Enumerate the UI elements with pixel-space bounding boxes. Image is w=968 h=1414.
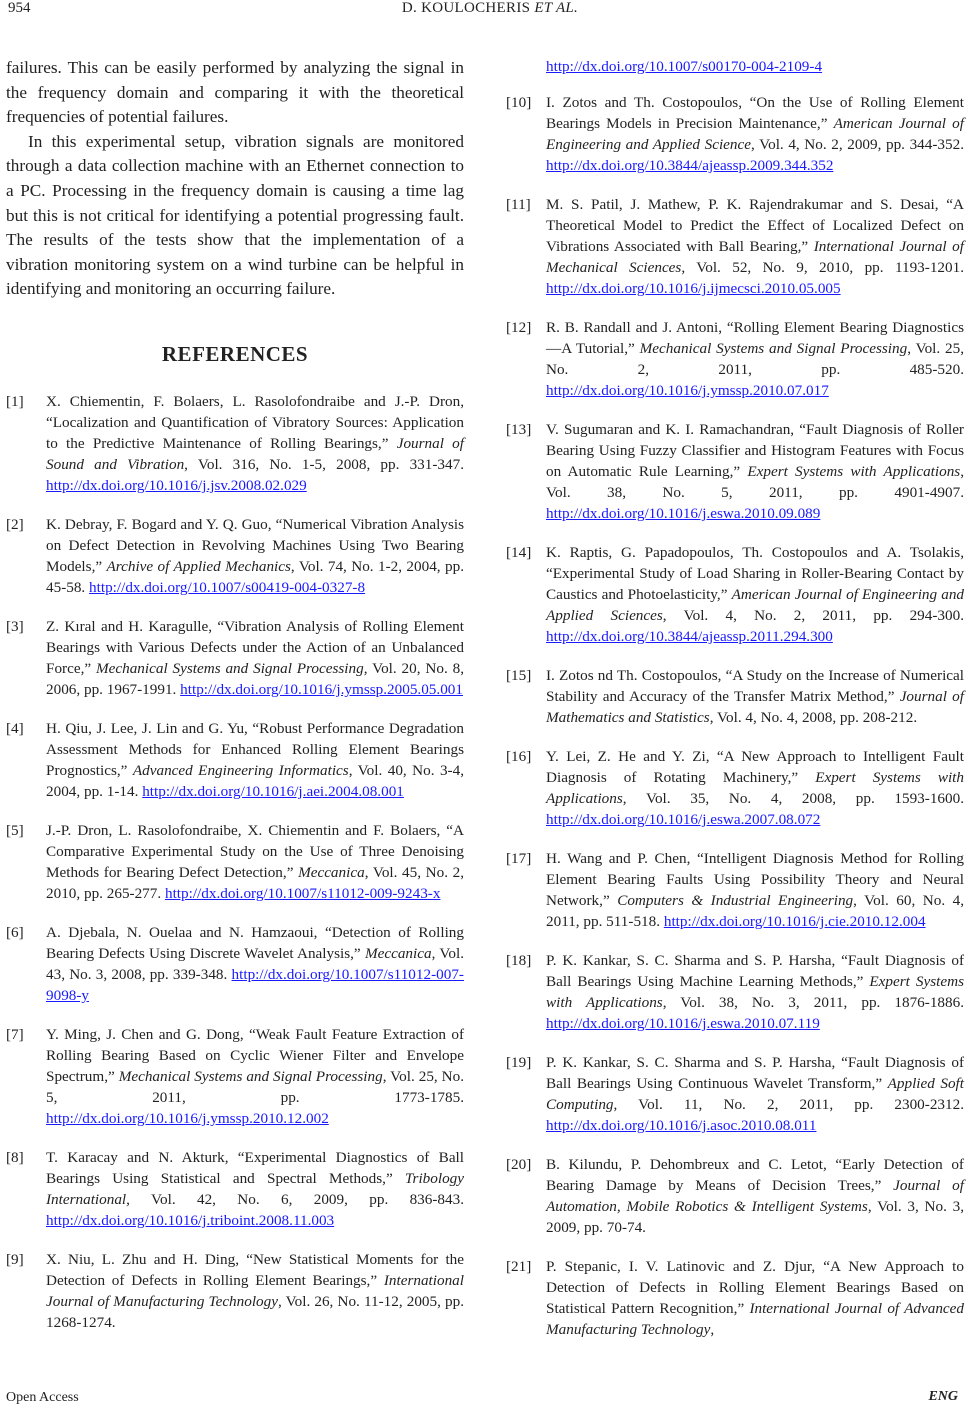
- reference-details: , Vol. 60, No. 4, 2011, pp. 511-518.: [546, 892, 964, 930]
- references-heading: REFERENCES: [161, 341, 309, 366]
- reference-item: [506, 1256, 964, 1340]
- reference-journal: International Journal of Advanced Manufacturing Technology: [546, 1300, 964, 1338]
- left-column: [6, 56, 464, 1351]
- reference-item: [6, 1024, 464, 1129]
- reference-doi-link[interactable]: http://dx.doi.org/10.3844/ajeassp.2011.294.300: [546, 628, 833, 645]
- reference-text: H. Wang and P. Chen, “Intelligent Diagnosis Method for Rolling Element Bearing Faults Using Possibility Theory and Neural Network,”: [546, 850, 964, 909]
- reference-number: [15]: [506, 667, 532, 684]
- reference-doi-link[interactable]: http://dx.doi.org/10.1016/j.ijmecsci.2010.05.005: [546, 280, 841, 297]
- reference-item: [506, 419, 964, 524]
- reference-text: X. Chiementin, F. Bolaers, L. Rasolofondraibe and J.-P. Dron, “Localization and Quantification of Vibratory Sources: Application to the Predictive Maintenance of Rolling Bearings,”: [46, 392, 464, 452]
- footer-open-access: Open Access: [6, 1390, 79, 1405]
- reference-text: T. Karacay and N. Akturk, “Experimental Diagnostics of Ball Bearings Using Statistical and Spectral Methods,”: [46, 1148, 464, 1187]
- reference-item: [6, 616, 464, 700]
- reference-item: [6, 718, 464, 802]
- reference-text: P. K. Kankar, S. C. Sharma and S. P. Harsha, “Fault Diagnosis of Ball Bearings Using Continuous Wavelet Transform,”: [546, 1054, 964, 1092]
- reference-item: [506, 1052, 964, 1136]
- reference-details: , Vol. 3, No. 3, 2009, pp. 70-74.: [546, 1198, 965, 1236]
- reference-text: I. Zotos nd Th. Costopoulos, “A Study on the Increase of Numerical Stability and Accuracy of the Transfer Matrix Method,”: [546, 667, 964, 705]
- reference-details: , Vol. 45, No. 2, 2010, pp. 265-277.: [46, 863, 465, 902]
- body-paragraph-1: failures. This can be easily performed by analyzing the signal in the frequency domain and comparing it with the theoretical frequencies of potential failures.: [6, 58, 464, 127]
- reference-journal: Mechanical Systems and Signal Processing: [95, 659, 364, 677]
- reference-journal: Meccanica: [364, 944, 432, 962]
- reference-number: [17]: [506, 850, 532, 867]
- reference-number: [3]: [6, 617, 24, 635]
- reference-doi-link[interactable]: http://dx.doi.org/10.1016/j.ymssp.2005.05.001: [180, 680, 463, 698]
- reference-details: , Vol. 38, No. 3, 2011, pp. 1876-1886.: [662, 994, 964, 1011]
- reference-text: V. Sugumaran and K. I. Ramachandran, “Fault Diagnosis of Roller Bearing Using Fuzzy Classifier and Histogram Features with Focus on Automatic Rule Learning,”: [546, 421, 964, 480]
- reference-text: P. K. Kankar, S. C. Sharma and S. P. Harsha, “Fault Diagnosis of Ball Bearings Using Machine Learning Methods,”: [546, 952, 964, 990]
- reference-text: M. S. Patil, J. Mathew, P. K. Rajendrakumar and S. Desai, “A Theoretical Model to Predict the Effect of Localized Defect on Vibrations Associated with Ball Bearing,”: [546, 196, 964, 255]
- reference-journal: International Journal of Mechanical Sciences: [546, 238, 964, 276]
- reference-number: [20]: [506, 1156, 532, 1173]
- reference-journal: Journal of Automation, Mobile Robotics & Intelligent Systems: [546, 1177, 964, 1215]
- reference-item: [506, 194, 964, 299]
- reference-details: , Vol. 38, No. 5, 2011, pp. 4901-4907.: [546, 463, 965, 501]
- reference-details: , Vol. 4, No. 2, 2009, pp. 344-352.: [750, 136, 964, 153]
- reference-number: [16]: [506, 748, 532, 765]
- reference-number: [1]: [6, 392, 24, 410]
- reference-number: [18]: [506, 952, 532, 969]
- reference-text: A. Djebala, N. Ouelaa and N. Hamzaoui, “Detection of Rolling Bearing Defects Using Discrete Wavelet Analysis,”: [46, 923, 464, 962]
- reference-item: [6, 391, 464, 496]
- reference-item: [6, 1249, 464, 1333]
- reference-journal: American Journal of Engineering and Applied Science: [546, 115, 964, 153]
- reference-number: [11]: [506, 196, 531, 213]
- reference-text: H. Qiu, J. Lee, J. Lin and G. Yu, “Robust Performance Degradation Assessment Methods for Enhanced Rolling Element Bearings Prognostics,”: [46, 719, 464, 779]
- reference-number: [19]: [506, 1054, 532, 1071]
- reference-doi-link[interactable]: http://dx.doi.org/10.1016/j.ymssp.2010.12.002: [46, 1109, 329, 1127]
- reference-text: K. Raptis, G. Papadopoulos, Th. Costopoulos and A. Tsolakis, “Experimental Study of Load Sharing in Roller-Bearing Contact by Caustics and Photoelasticity,”: [546, 544, 964, 603]
- reference-details: , Vol. 25, No. 5, 2011, pp. 1773-1785.: [46, 1067, 465, 1106]
- reference-number: [13]: [506, 421, 532, 438]
- reference-number: [21]: [506, 1258, 532, 1275]
- reference-details: , Vol. 40, No. 3-4, 2004, pp. 1-14.: [46, 761, 464, 800]
- reference-journal: International Journal of Manufacturing Technology: [46, 1271, 464, 1310]
- reference-number: [14]: [506, 544, 532, 561]
- reference-item: [6, 514, 464, 598]
- reference-text: I. Zotos and Th. Costopoulos, “On the Use of Rolling Element Bearings Models in Precision Maintenance,”: [546, 94, 964, 132]
- reference-text: Y. Lei, Z. He and Y. Zi, “A New Approach to Intelligent Fault Diagnosis of Rotating Machinery,”: [546, 748, 964, 786]
- reference-doi-link[interactable]: http://dx.doi.org/10.1016/j.aei.2004.08.001: [142, 782, 404, 800]
- reference-details: , Vol. 316, No. 1-5, 2008, pp. 331-347.: [184, 455, 464, 473]
- reference-text: K. Debray, F. Bogard and Y. Q. Guo, “Numerical Vibration Analysis on Defect Detection in Revolving Machines Using Two Bearing Models,”: [46, 515, 464, 575]
- reference-item: [506, 1154, 964, 1238]
- reference-item: [6, 820, 464, 904]
- reference-journal: Expert Systems with Applications: [747, 463, 961, 480]
- reference-text: Z. Kıral and H. Karagulle, “Vibration Analysis of Rolling Element Bearings with Various Defects under the Action of an Unbalanced Force,”: [46, 617, 464, 677]
- reference-details: , Vol. 11, No. 2, 2011, pp. 2300-2312.: [613, 1096, 964, 1113]
- reference-journal: Mechanical Systems and Signal Processing: [639, 340, 908, 357]
- reference-details: , Vol. 35, No. 4, 2008, pp. 1593-1600.: [622, 790, 964, 807]
- page-number: 954: [8, 0, 31, 16]
- reference-details: , Vol. 43, No. 3, 2008, pp. 339-348.: [46, 944, 464, 983]
- reference-text: R. B. Randall and J. Antoni, “Rolling Element Bearing Diagnostics—A Tutorial,”: [546, 319, 964, 357]
- reference-journal: Journal of Mathematics and Statistics: [546, 688, 964, 726]
- reference-doi-link[interactable]: http://dx.doi.org/10.1016/j.eswa.2010.07.119: [546, 1015, 820, 1032]
- reference-doi-link[interactable]: http://dx.doi.org/10.1016/j.asoc.2010.08.011: [546, 1117, 817, 1134]
- reference-details: , Vol. 20, No. 8, 2006, pp. 1967-1991.: [46, 659, 465, 698]
- reference-number: [9]: [6, 1250, 24, 1268]
- reference-doi-link[interactable]: http://dx.doi.org/10.1007/s00419-004-0327-8: [89, 578, 366, 596]
- footer-journal-abbrev: ENG: [928, 1389, 958, 1404]
- reference-details: , Vol. 26, No. 11-12, 2005, pp. 1268-1274.: [46, 1292, 465, 1331]
- running-title-etal: ET AL.: [534, 0, 579, 16]
- reference-journal: Applied Soft Computing: [546, 1075, 964, 1113]
- reference-journal: Advanced Engineering Informatics: [132, 761, 349, 779]
- reference-doi-link[interactable]: http://dx.doi.org/10.1007/s00170-004-2109-4: [546, 58, 823, 75]
- reference-number: [8]: [6, 1148, 24, 1166]
- reference-item: [506, 542, 964, 647]
- reference-journal: Expert Systems with Applications: [546, 769, 964, 807]
- reference-item: [506, 950, 964, 1034]
- reference-text: Y. Ming, J. Chen and G. Dong, “Weak Fault Feature Extraction of Rolling Bearing Based on Cyclic Wiener Filter and Envelope Spectrum,”: [46, 1025, 464, 1085]
- reference-journal: Meccanica: [298, 863, 365, 881]
- reference-details: , Vol. 42, No. 6, 2009, pp. 836-843.: [126, 1190, 464, 1208]
- reference-item: [506, 56, 964, 77]
- running-title-authors: D. KOULOCHERIS: [401, 0, 531, 16]
- reference-number: [7]: [6, 1025, 24, 1043]
- body-paragraph-2: In this experimental setup, vibration signals are monitored through a data collection machine with an Ethernet connection to a PC. Processing in the frequency domain is causing a time lag but this is not critical for identifying a potential progressing fault. The results of the tests show that the implementation of a vibration monitoring system on a wind turbine can be helpful in identifying and monitoring an occurring failure.: [6, 131, 464, 299]
- reference-details: ,: [710, 1321, 715, 1338]
- right-column: [506, 56, 964, 1358]
- reference-item: [6, 922, 464, 1006]
- reference-details: , Vol. 4, No. 4, 2008, pp. 208-212.: [709, 709, 918, 726]
- reference-journal: Expert Systems with Applications: [546, 973, 964, 1011]
- reference-text: X. Niu, L. Zhu and H. Ding, “New Statistical Moments for the Detection of Defects in Rolling Element Bearings,”: [46, 1250, 464, 1289]
- reference-details: , Vol. 74, No. 1-2, 2004, pp. 45-58.: [46, 557, 464, 596]
- reference-doi-link[interactable]: http://dx.doi.org/10.1007/s11012-007-9098-y: [46, 965, 464, 1004]
- reference-number: [4]: [6, 719, 24, 737]
- reference-item: [506, 848, 964, 932]
- reference-text: B. Kilundu, P. Dehombreux and C. Letot, “Early Detection of Bearing Damage by Means of Decision Trees,”: [546, 1156, 964, 1194]
- reference-text: J.-P. Dron, L. Rasolofondraibe, X. Chiementin and F. Bolaers, “A Comparative Experimental Study on the Use of Three Denoising Methods for Bearing Defect Detection,”: [46, 821, 464, 881]
- reference-item: [506, 317, 964, 401]
- reference-journal: Archive of Applied Mechanics: [106, 557, 291, 575]
- reference-doi-link[interactable]: http://dx.doi.org/10.1007/s11012-009-9243-x: [164, 884, 441, 902]
- reference-number: [2]: [6, 515, 24, 533]
- reference-doi-link[interactable]: http://dx.doi.org/10.1016/j.ymssp.2010.07.017: [546, 382, 829, 399]
- reference-journal: Computers & Industrial Engineering: [617, 892, 854, 909]
- reference-item: [506, 665, 964, 728]
- reference-journal: Tribology International: [46, 1169, 464, 1208]
- reference-number: [5]: [6, 821, 24, 839]
- reference-number: [10]: [506, 94, 532, 111]
- reference-doi-link[interactable]: http://dx.doi.org/10.3844/ajeassp.2009.344.352: [546, 157, 834, 174]
- reference-item: [506, 92, 964, 176]
- reference-doi-link[interactable]: http://dx.doi.org/10.1016/j.eswa.2010.09.089: [546, 505, 821, 522]
- reference-details: , Vol. 4, No. 2, 2011, pp. 294-300.: [662, 607, 964, 624]
- reference-journal: Mechanical Systems and Signal Processing: [118, 1067, 383, 1085]
- reference-number: [6]: [6, 923, 24, 941]
- reference-journal: Journal of Sound and Vibration: [46, 434, 464, 473]
- reference-doi-link[interactable]: http://dx.doi.org/10.1016/j.eswa.2007.08.072: [546, 811, 821, 828]
- reference-item: [6, 1147, 464, 1231]
- reference-text: P. Stepanic, I. V. Latinovic and Z. Djur, “A New Approach to Detection of Defects in Rolling Element Bearings Based on Statistical Pattern Recognition,”: [546, 1258, 964, 1317]
- reference-doi-link[interactable]: http://dx.doi.org/10.1016/j.cie.2010.12.004: [663, 913, 926, 930]
- reference-doi-link[interactable]: http://dx.doi.org/10.1016/j.triboint.2008.11.003: [46, 1211, 335, 1229]
- reference-doi-link[interactable]: http://dx.doi.org/10.1016/j.jsv.2008.02.029: [46, 476, 307, 494]
- references-list-right: [506, 56, 964, 1340]
- running-title: [330, 0, 650, 17]
- reference-item: [506, 746, 964, 830]
- reference-journal: American Journal of Engineering and Applied Sciences: [546, 586, 965, 624]
- reference-number: [12]: [506, 319, 532, 336]
- reference-details: , Vol. 25, No. 2, 2011, pp. 485-520.: [546, 340, 964, 378]
- references-list-left: [6, 391, 464, 1333]
- reference-details: , Vol. 52, No. 9, 2010, pp. 1193-1201.: [681, 259, 964, 276]
